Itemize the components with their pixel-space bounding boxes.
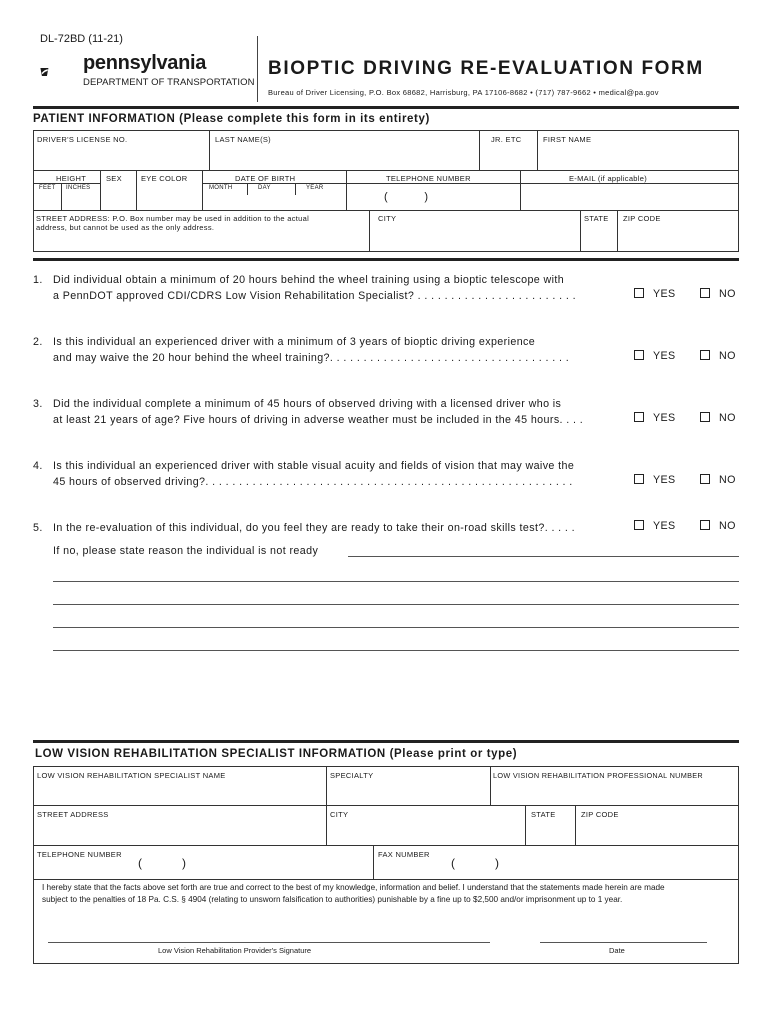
state-label: STATE — [584, 214, 609, 223]
yes-label: YES — [653, 474, 676, 486]
telephone-field[interactable] — [347, 171, 521, 211]
checkbox-icon — [634, 520, 644, 530]
certification-statement: I hereby state that the facts above set forth are true and correct to the best of my knowledge, information and belief. I understand that the statements made herein are made subject to the penalties of 18 Pa. C.S. § 4904 (relating to unsworn falsification to authorities) punishable by a fine up to $2,500 and/or imprisonment up to 1 year. — [42, 883, 665, 904]
email-label: E-MAIL (if applicable) — [569, 174, 648, 183]
q2-yes-checkbox[interactable] — [634, 350, 676, 362]
checkbox-icon — [634, 350, 644, 360]
year-label: YEAR — [306, 185, 324, 191]
q2-no-checkbox[interactable] — [700, 350, 736, 362]
inches-label: INCHES — [66, 185, 91, 191]
bureau-contact-line: Bureau of Driver Licensing, P.O. Box 68682, Harrisburg, PA 17106-8682 • (717) 787-9662 • medical@pa.gov — [268, 88, 659, 97]
specialist-telephone-field[interactable] — [34, 846, 374, 880]
height-divider — [61, 183, 62, 210]
city-field[interactable] — [370, 211, 581, 251]
street-address-label-1: STREET ADDRESS: P.O. Box number may be used in addition to the actual — [36, 214, 310, 223]
specialist-telephone-label: TELEPHONE NUMBER — [37, 850, 122, 859]
specialist-city-label: CITY — [330, 810, 349, 819]
date-label: Date — [609, 946, 625, 955]
checkbox-icon — [700, 520, 710, 530]
patient-info-grid — [33, 130, 739, 252]
question-number: 1. — [33, 274, 43, 286]
dob-label: DATE OF BIRTH — [235, 174, 296, 183]
checkbox-icon — [700, 288, 710, 298]
specialist-state-field[interactable] — [526, 806, 576, 846]
reason-line-1[interactable] — [348, 556, 739, 557]
date-line[interactable] — [540, 942, 707, 943]
telephone-area-code: ( ) — [138, 856, 186, 870]
question-text: Did the individual complete a minimum of 45 hours of observed driving with a licensed driver who is — [53, 398, 562, 410]
question-number: 4. — [33, 460, 43, 472]
q4-no-checkbox[interactable] — [700, 474, 736, 486]
question-text: Is this individual an experienced driver with a minimum of 3 years of bioptic driving experience — [53, 336, 536, 348]
q5-yes-checkbox[interactable] — [634, 520, 676, 532]
reason-line-5[interactable] — [53, 650, 739, 651]
specialist-city-field[interactable] — [327, 806, 526, 846]
no-label: NO — [719, 288, 736, 300]
telephone-label: TELEPHONE NUMBER — [386, 174, 471, 183]
q1-yes-checkbox[interactable] — [634, 288, 676, 300]
checkbox-icon — [700, 474, 710, 484]
reason-line-3[interactable] — [53, 604, 739, 605]
day-label: DAY — [258, 185, 271, 191]
checkbox-icon — [634, 412, 644, 422]
email-field[interactable] — [521, 171, 738, 211]
reason-line-4[interactable] — [53, 627, 739, 628]
date-of-birth-field[interactable] — [203, 171, 347, 211]
q5-no-checkbox[interactable] — [700, 520, 736, 532]
zip-code-label: ZIP CODE — [623, 214, 661, 223]
specialist-zip-label: ZIP CODE — [581, 810, 619, 819]
jr-etc-field[interactable] — [480, 131, 538, 171]
specialist-fax-label: FAX NUMBER — [378, 850, 430, 859]
section-rule-3 — [33, 740, 739, 743]
patient-section-title: PATIENT INFORMATION (Please complete this form in its entirety) — [33, 113, 430, 125]
specialty-label: SPECIALTY — [330, 771, 374, 780]
sex-label: SEX — [106, 174, 122, 183]
specialist-name-label: LOW VISION REHABILITATION SPECIALIST NAME — [37, 771, 226, 780]
street-address-label-2: address, but cannot be used as the only address. — [36, 223, 215, 232]
specialty-field[interactable] — [327, 767, 491, 806]
first-name-label: FIRST NAME — [543, 135, 592, 144]
question-text: and may waive the 20 hour behind the wheel training?. . . . . . . . . . . . . . . . . . . . . . . . . . . . . . . . . . . . — [53, 352, 570, 364]
height-subrule — [34, 183, 100, 184]
eye-color-field[interactable] — [137, 171, 203, 211]
specialist-section-title: LOW VISION REHABILITATION SPECIALIST INFORMATION (Please print or type) — [35, 748, 518, 760]
signature-label: Low Vision Rehabilitation Provider's Signature — [158, 946, 312, 955]
specialist-name-field[interactable] — [34, 767, 327, 806]
signature-line[interactable] — [48, 942, 490, 943]
jr-etc-label: JR. ETC — [491, 135, 522, 144]
yes-label: YES — [653, 350, 676, 362]
section-rule — [33, 106, 739, 109]
question-number: 5. — [33, 522, 43, 534]
page-title: BIOPTIC DRIVING RE-EVALUATION FORM — [268, 58, 704, 79]
specialist-street-label: STREET ADDRESS — [37, 810, 109, 819]
telephone-subrule — [347, 183, 520, 184]
specialist-fax-field[interactable] — [374, 846, 738, 880]
no-label: NO — [719, 520, 736, 532]
month-label: MONTH — [209, 185, 233, 191]
eye-color-label: EYE COLOR — [141, 174, 188, 183]
dob-divider-1 — [247, 183, 248, 195]
specialist-street-field[interactable] — [34, 806, 327, 846]
checkbox-icon — [700, 350, 710, 360]
reason-prompt: If no, please state reason the individual is not ready — [53, 545, 319, 557]
dob-subrule — [203, 183, 346, 184]
height-label: HEIGHT — [56, 174, 87, 183]
state-field[interactable] — [581, 211, 618, 251]
last-name-field[interactable] — [210, 131, 480, 171]
q1-no-checkbox[interactable] — [700, 288, 736, 300]
question-number: 2. — [33, 336, 43, 348]
email-subrule — [521, 183, 738, 184]
keystone-logo-icon — [40, 51, 82, 93]
yes-label: YES — [653, 288, 676, 300]
logo-department: DEPARTMENT OF TRANSPORTATION — [83, 77, 255, 88]
drivers-license-label: DRIVER'S LICENSE NO. — [37, 135, 128, 144]
last-name-label: LAST NAME(S) — [215, 135, 271, 144]
header-divider — [257, 36, 258, 102]
drivers-license-field[interactable] — [34, 131, 210, 171]
professional-number-field[interactable] — [491, 767, 738, 806]
q3-yes-checkbox[interactable] — [634, 412, 676, 424]
specialist-state-label: STATE — [531, 810, 556, 819]
no-label: NO — [719, 412, 736, 424]
fax-area-code: ( ) — [451, 856, 499, 870]
sex-field[interactable] — [101, 171, 137, 211]
form-code: DL-72BD (11-21) — [40, 33, 123, 45]
no-label: NO — [719, 474, 736, 486]
first-name-field[interactable] — [538, 131, 738, 171]
dob-divider-2 — [295, 183, 296, 195]
section-rule-2 — [33, 258, 739, 261]
question-text: Did individual obtain a minimum of 20 hours behind the wheel training using a bioptic telescope with — [53, 274, 565, 286]
checkbox-icon — [700, 412, 710, 422]
professional-number-label: LOW VISION REHABILITATION PROFESSIONAL NUMBER — [493, 771, 704, 780]
yes-label: YES — [653, 412, 676, 424]
question-number: 3. — [33, 398, 43, 410]
feet-label: FEET — [39, 185, 56, 191]
height-field[interactable] — [34, 171, 101, 211]
logo-wordmark: pennsylvania — [83, 52, 207, 74]
reason-line-2[interactable] — [53, 581, 739, 582]
specialist-info-grid — [33, 766, 739, 964]
question-text: In the re-evaluation of this individual, do you feel they are ready to take their on-road skills test?. . . . . — [53, 522, 576, 534]
street-address-field[interactable] — [34, 211, 370, 251]
no-label: NO — [719, 350, 736, 362]
question-text: Is this individual an experienced driver with stable visual acuity and fields of vision that may waive the — [53, 460, 575, 472]
checkbox-icon — [634, 474, 644, 484]
city-label: CITY — [378, 214, 397, 223]
q4-yes-checkbox[interactable] — [634, 474, 676, 486]
specialist-zip-field[interactable] — [576, 806, 738, 846]
question-text: at least 21 years of age? Five hours of driving in adverse weather must be included in the 45 hours. . . . — [53, 414, 584, 426]
checkbox-icon — [634, 288, 644, 298]
q3-no-checkbox[interactable] — [700, 412, 736, 424]
yes-label: YES — [653, 520, 676, 532]
telephone-area-code: ( ) — [384, 191, 428, 203]
zip-code-field[interactable] — [618, 211, 738, 251]
question-text: 45 hours of observed driving?. . . . . . . . . . . . . . . . . . . . . . . . . . . . . . . . . . . . . . . . . . . . . . . . . . . . . . . — [53, 476, 573, 488]
question-text: a PennDOT approved CDI/CDRS Low Vision Rehabilitation Specialist? . . . . . . . . . . . . . . . . . . . . . . . . — [53, 290, 576, 302]
